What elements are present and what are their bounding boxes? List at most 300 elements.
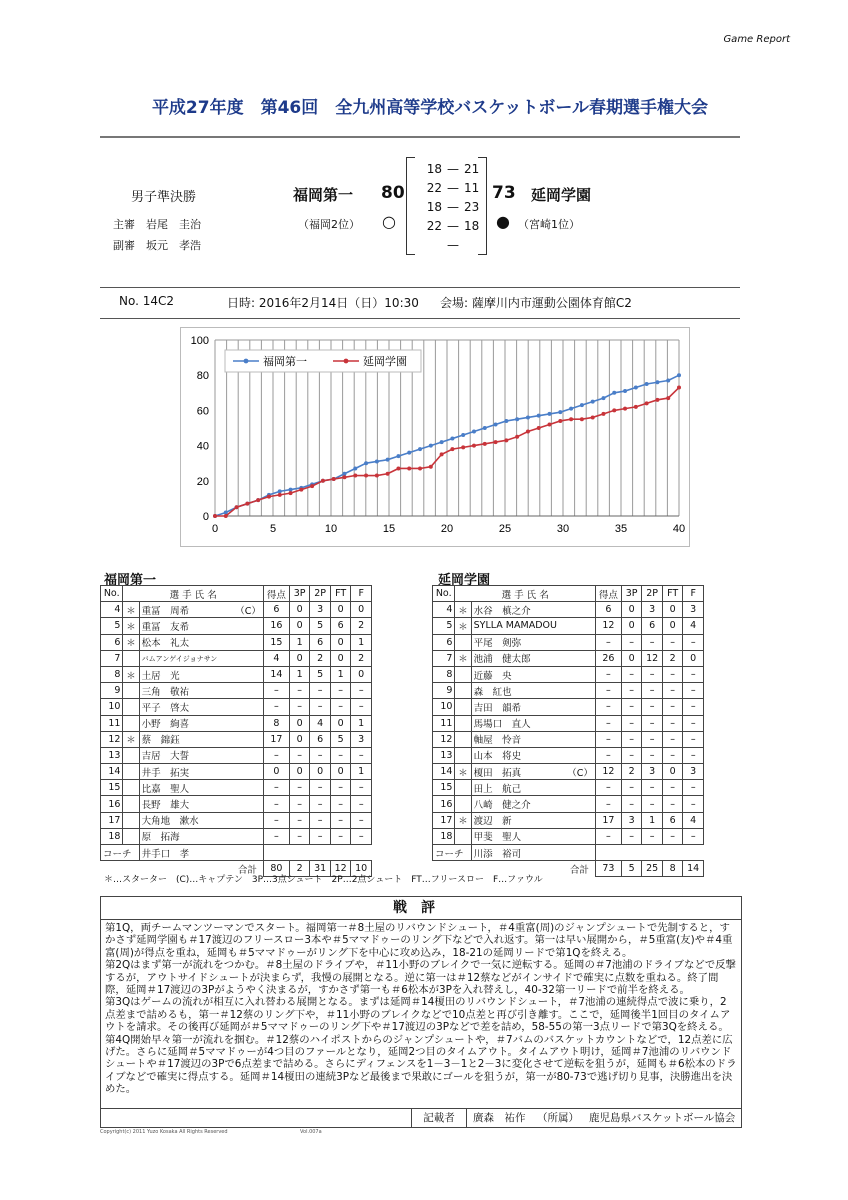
player-ft: – [662, 715, 683, 731]
coach-label: コーチ [101, 845, 140, 861]
player-points: – [263, 828, 289, 844]
starter-mark [455, 666, 471, 682]
data-point [353, 474, 357, 478]
data-point [548, 422, 552, 426]
player-points: – [263, 812, 289, 828]
player-3p: 3 [621, 812, 642, 828]
review-text: 第1Q，両チームマンツーマンでスタート。福岡第一＃8土屋のリバウンドシュート，＃4重富(周)のジャンプシュートで先制すると，すかさず延岡学園も＃17渡辺のフリースロー3本や＃5ママドゥーのリング下などで入れ返す。第一は早い展開から，＃5重富(友)や＃4重富(周)が得点を重ね，延岡も＃5ママドゥーがリング下を中心に攻め込み，18-21の延岡リードで第1Qを終える。 第2Qはまず第一が流れをつかむ。＃8土屋のドライブや，＃11小野のブレイクで一気に逆転する。延岡の＃7池浦のドライブなどで反撃するが，アウトサイドシュートが決まらず，我慢の展開となる。逆に第一は＃12蔡などがインサイドで確実に点数を重ねる。終了間際，延岡＃17渡辺の3Pがようやく決まるが，すかさず第一も＃6松本が3Pを入れ替えし，40-32第一リードで前半を終える。 第3Qはゲームの流れが相互に入れ替わる展開となる。まずは延岡＃14榎田のリバウンドシュート，＃7池浦の連続得点で波に乗り，2点差まで詰めるも，第一＃12蔡のリング下や，＃11小野のブレイクなどで10点差と再び引き離す。ここで，延岡後半1回目のタイムアウトを請求。その後再び延岡が＃5ママドゥーのリング下や＃17渡辺の3Pなどで差を詰め，58-55の第一3点リードで第3Qを終える。 第4Q開始早々第一が流れを掴む。＃12蔡のハイポストからのジャンプシュートや，＃7バムのバスケットカウントなどで，12点差に広げた。さらに延岡＃5ママドゥーが4つ目のファールとなり，延岡2つ目のタイムアウト。タイムアウト明け，延岡＃7池浦のリバウンドシュートや＃17渡辺の3Pで6点差まで詰める。さらにディフェンスを1－3－1と2－3に変化させて逆転を狙うが，延岡も＃6松本のドライブなどで確実に得点する。延岡＃14榎田の連続3Pなど最後まで果敢にゴールを狙うが，第一が80-73で逃げ切り見事，決勝進出を決めた。 [105, 922, 737, 1096]
header-no: No. [101, 586, 123, 602]
data-point [278, 489, 282, 493]
player-3p: – [621, 683, 642, 699]
away-stats-team: 延岡学園 [438, 573, 491, 588]
player-name: 甲斐 聖人 [471, 828, 595, 844]
legend-label: 延岡学園 [363, 355, 407, 368]
player-points: – [263, 747, 289, 763]
player-ft: 5 [330, 731, 351, 747]
data-point [440, 440, 444, 444]
affiliation-name: 鹿児島県バスケットボール協会 [589, 1112, 736, 1124]
data-point [429, 444, 433, 448]
home-team-name: 福岡第一 [293, 186, 354, 204]
player-fouls: 1 [351, 764, 372, 780]
player-points: 26 [595, 650, 621, 666]
data-point [440, 452, 444, 456]
player-3p: 1 [289, 634, 310, 650]
player-3p: 0 [621, 650, 642, 666]
player-fouls: 0 [683, 650, 704, 666]
player-ft: – [662, 747, 683, 763]
player-row [101, 666, 372, 682]
player-row [433, 683, 704, 699]
player-ft: 0 [330, 602, 351, 618]
player-number: 17 [101, 812, 123, 828]
data-point [289, 491, 293, 495]
player-points: – [595, 747, 621, 763]
data-point [677, 373, 681, 377]
player-row [101, 634, 372, 650]
player-fouls: – [683, 683, 704, 699]
player-3p: – [289, 699, 310, 715]
player-ft: – [330, 812, 351, 828]
player-3p: – [621, 666, 642, 682]
player-row [101, 731, 372, 747]
total-fouls: 14 [683, 861, 704, 877]
starter-mark: ＊ [123, 731, 139, 747]
data-point [666, 396, 670, 400]
player-row [433, 780, 704, 796]
referee1-name: 岩尾 圭治 [146, 218, 201, 231]
player-number: 15 [433, 780, 455, 796]
header-pts: 得点 [595, 586, 621, 602]
player-2p: – [642, 715, 663, 731]
captain-mark: （C） [567, 767, 593, 779]
player-number: 11 [433, 715, 455, 731]
player-row [101, 796, 372, 812]
data-point [256, 498, 260, 502]
player-points: – [595, 715, 621, 731]
data-point [634, 386, 638, 390]
x-tick-label: 15 [382, 523, 396, 535]
player-row [433, 650, 704, 666]
player-fouls: – [351, 747, 372, 763]
player-2p: 6 [310, 731, 331, 747]
player-number: 18 [433, 828, 455, 844]
round-label: 男子準決勝 [131, 190, 197, 205]
player-number: 17 [433, 812, 455, 828]
player-points: 14 [263, 666, 289, 682]
data-point [612, 408, 616, 412]
game-review [100, 896, 742, 1128]
player-fouls: 0 [351, 602, 372, 618]
quarter-row: 22 — 11 [426, 181, 480, 195]
data-point [472, 444, 476, 448]
player-fouls: 1 [351, 715, 372, 731]
player-2p: – [310, 780, 331, 796]
player-row [433, 602, 704, 618]
player-3p: 0 [289, 618, 310, 634]
player-ft: 2 [662, 650, 683, 666]
player-ft: 1 [330, 666, 351, 682]
player-row [101, 715, 372, 731]
x-tick-label: 10 [324, 523, 338, 535]
player-3p: – [289, 747, 310, 763]
away-score: 73 [492, 183, 516, 203]
data-point [591, 400, 595, 404]
player-fouls: – [683, 780, 704, 796]
player-number: 10 [101, 699, 123, 715]
captain-mark: （C） [235, 605, 261, 617]
player-ft: – [662, 780, 683, 796]
player-name: 水谷 槙之介 [471, 602, 595, 618]
x-tick-label: 20 [440, 523, 454, 535]
player-3p: 0 [289, 764, 310, 780]
header-3p: 3P [289, 586, 310, 602]
header-f: F [351, 586, 372, 602]
player-ft: 0 [330, 715, 351, 731]
coach-row [101, 845, 372, 861]
report-label: Game Report [723, 34, 790, 45]
starter-mark [123, 715, 139, 731]
starter-mark: ＊ [123, 602, 139, 618]
player-number: 8 [433, 666, 455, 682]
data-point [634, 405, 638, 409]
player-row [101, 747, 372, 763]
player-number: 9 [433, 683, 455, 699]
player-ft: – [662, 828, 683, 844]
game-datetime: 日時: 2016年2月14日（日）10:30 [227, 296, 419, 310]
player-name: 長野 雄大 [139, 796, 263, 812]
starter-mark: ＊ [123, 618, 139, 634]
data-point [407, 451, 411, 455]
player-row [101, 683, 372, 699]
total-label: 合計 [237, 865, 257, 877]
starter-mark [123, 747, 139, 763]
player-3p: 1 [289, 666, 310, 682]
divider [100, 318, 740, 319]
data-point [623, 407, 627, 411]
player-name: 土居 光 [139, 666, 263, 682]
player-points: – [595, 634, 621, 650]
data-point [580, 417, 584, 421]
data-point [332, 477, 336, 481]
data-point [461, 433, 465, 437]
legend-marker [344, 359, 349, 364]
player-2p: 5 [310, 618, 331, 634]
player-2p: – [642, 699, 663, 715]
data-point [267, 495, 271, 499]
player-fouls: 1 [351, 634, 372, 650]
player-points: 17 [595, 812, 621, 828]
data-point [494, 422, 498, 426]
player-fouls: – [683, 634, 704, 650]
data-point [396, 454, 400, 458]
starter-mark [123, 764, 139, 780]
starter-mark: ＊ [123, 666, 139, 682]
player-number: 13 [433, 747, 455, 763]
data-point [321, 479, 325, 483]
home-score: 80 [381, 183, 405, 203]
player-number: 16 [433, 796, 455, 812]
data-point [504, 438, 508, 442]
data-point [386, 458, 390, 462]
starter-mark: ＊ [455, 618, 471, 634]
data-point [364, 461, 368, 465]
player-2p: 4 [310, 715, 331, 731]
player-fouls: – [351, 812, 372, 828]
player-row [433, 618, 704, 634]
player-points: – [595, 666, 621, 682]
home-seed: （福岡2位） [298, 218, 360, 231]
player-3p: – [621, 780, 642, 796]
player-points: 8 [263, 715, 289, 731]
data-point [386, 472, 390, 476]
player-number: 7 [101, 650, 123, 666]
player-2p: – [310, 812, 331, 828]
player-name: 山本 将史 [471, 747, 595, 763]
player-2p: – [642, 731, 663, 747]
starter-mark: ＊ [455, 764, 471, 780]
data-point [278, 493, 282, 497]
player-2p: – [310, 828, 331, 844]
header-ft: FT [330, 586, 351, 602]
player-ft: 0 [330, 634, 351, 650]
player-3p: – [621, 715, 642, 731]
player-name: 軸屋 怜音 [471, 731, 595, 747]
data-point [612, 391, 616, 395]
total-3p: 2 [289, 861, 310, 877]
starter-mark: ＊ [455, 650, 471, 666]
coach-row [433, 845, 704, 861]
total-2p: 31 [310, 861, 331, 877]
data-point [245, 502, 249, 506]
header-ft: FT [662, 586, 683, 602]
total-ft: 8 [662, 861, 683, 877]
player-fouls: – [683, 796, 704, 812]
header-2p: 2P [642, 586, 663, 602]
header-f: F [683, 586, 704, 602]
data-point [666, 378, 670, 382]
data-point [450, 447, 454, 451]
player-fouls: 4 [683, 812, 704, 828]
player-points: 16 [263, 618, 289, 634]
total-ft: 12 [330, 861, 351, 877]
player-fouls: – [683, 699, 704, 715]
score-progress-chart [180, 327, 690, 547]
player-3p: – [621, 634, 642, 650]
starter-mark [455, 747, 471, 763]
tournament-title: 平成27年度 第46回 全九州高等学校バスケットボール春期選手権大会 [151, 98, 709, 118]
y-tick-label: 20 [196, 475, 209, 488]
player-name: 小野 絢喜 [139, 715, 263, 731]
data-point [537, 426, 541, 430]
player-ft: 0 [662, 602, 683, 618]
player-3p: – [621, 699, 642, 715]
player-2p: 3 [310, 602, 331, 618]
player-ft: 0 [662, 764, 683, 780]
player-ft: – [330, 796, 351, 812]
player-2p: 0 [310, 764, 331, 780]
player-2p: 2 [310, 650, 331, 666]
data-point [289, 488, 293, 492]
copyright: Copyright(c) 2011 Yuzo Kosaka All Rights Reserved [100, 1129, 228, 1135]
starter-mark [123, 650, 139, 666]
player-2p: 6 [642, 618, 663, 634]
data-point [494, 440, 498, 444]
player-row [433, 715, 704, 731]
player-3p: – [289, 812, 310, 828]
player-3p: – [621, 747, 642, 763]
player-ft: – [330, 780, 351, 796]
player-points: 0 [263, 764, 289, 780]
player-3p: – [621, 731, 642, 747]
player-name: 八崎 健之介 [471, 796, 595, 812]
player-2p: – [642, 780, 663, 796]
player-3p: 0 [289, 650, 310, 666]
data-point [418, 466, 422, 470]
player-3p: – [289, 796, 310, 812]
player-fouls: – [683, 715, 704, 731]
player-points: – [595, 796, 621, 812]
data-point [310, 484, 314, 488]
referee1-label: 主審 [113, 218, 135, 231]
player-number: 6 [101, 634, 123, 650]
player-ft: – [662, 796, 683, 812]
legend-note: ＊…スターター (C)…キャプテン 3P…3点シュート 2P…2点シュート FT…フリースロー F…ファウル [104, 875, 543, 885]
header-name: 選 手 氏 名 [455, 586, 595, 602]
player-ft: 6 [330, 618, 351, 634]
player-name: SYLLA MAMADOU [471, 618, 595, 634]
data-point [558, 410, 562, 414]
data-point [364, 474, 368, 478]
player-3p: – [289, 780, 310, 796]
player-fouls: – [683, 731, 704, 747]
y-tick-label: 40 [196, 440, 209, 453]
x-tick-label: 40 [672, 523, 686, 535]
starter-mark [455, 731, 471, 747]
player-name: 近藤 央 [471, 666, 595, 682]
player-points: – [263, 699, 289, 715]
data-point [224, 514, 228, 518]
player-number: 5 [433, 618, 455, 634]
player-number: 18 [101, 828, 123, 844]
data-point [450, 437, 454, 441]
player-row [101, 602, 372, 618]
player-2p: – [642, 666, 663, 682]
player-name: 平子 啓太 [139, 699, 263, 715]
player-row [433, 796, 704, 812]
player-number: 13 [101, 747, 123, 763]
player-ft: 0 [330, 764, 351, 780]
y-tick-label: 100 [190, 335, 209, 347]
player-fouls: 3 [683, 602, 704, 618]
coach-name: 川添 裕司 [471, 845, 595, 861]
player-name: バムアンゲイジョナサン [139, 650, 263, 666]
review-title: 戦評 [101, 897, 741, 920]
stats-header-row [433, 586, 704, 602]
player-name: 森 紅也 [471, 683, 595, 699]
data-point [655, 380, 659, 384]
player-row [433, 828, 704, 844]
quarter-row: 18 — 21 [426, 162, 480, 176]
starter-mark [123, 812, 139, 828]
data-point [407, 466, 411, 470]
data-point [342, 475, 346, 479]
player-points: – [263, 683, 289, 699]
player-number: 6 [433, 634, 455, 650]
referee2-label: 副審 [113, 239, 135, 252]
data-point [472, 430, 476, 434]
player-ft: – [662, 634, 683, 650]
data-point [429, 465, 433, 469]
header-no: No. [433, 586, 455, 602]
player-points: – [263, 780, 289, 796]
data-point [526, 430, 530, 434]
player-3p: 0 [289, 602, 310, 618]
player-row [433, 666, 704, 682]
x-tick-label: 5 [269, 523, 277, 535]
player-points: – [263, 796, 289, 812]
away-seed: （宮崎1位） [518, 218, 580, 231]
data-point [645, 382, 649, 386]
starter-mark [455, 683, 471, 699]
player-3p: – [621, 828, 642, 844]
player-row [101, 812, 372, 828]
coach-label: コーチ [433, 845, 472, 861]
player-fouls: 2 [351, 650, 372, 666]
player-row [433, 699, 704, 715]
player-number: 5 [101, 618, 123, 634]
player-number: 9 [101, 683, 123, 699]
player-points: – [595, 731, 621, 747]
player-2p: 1 [642, 812, 663, 828]
player-name: 原 拓海 [139, 828, 263, 844]
player-row [101, 764, 372, 780]
player-2p: – [310, 683, 331, 699]
player-row [433, 731, 704, 747]
player-name: 吉居 大誓 [139, 747, 263, 763]
starter-mark [123, 796, 139, 812]
total-points: 73 [595, 861, 621, 877]
player-name: 重冨 友希 [139, 618, 263, 634]
player-name: 蔡 錦鈺 [139, 731, 263, 747]
player-points: 6 [263, 602, 289, 618]
starter-mark [455, 828, 471, 844]
starter-mark: ＊ [455, 812, 471, 828]
player-points: – [595, 828, 621, 844]
data-point [483, 442, 487, 446]
player-number: 10 [433, 699, 455, 715]
total-3p: 5 [621, 861, 642, 877]
player-fouls: 3 [683, 764, 704, 780]
player-ft: – [330, 747, 351, 763]
player-fouls: 4 [683, 618, 704, 634]
player-row [433, 634, 704, 650]
data-point [483, 426, 487, 430]
starter-mark [455, 780, 471, 796]
player-2p: 3 [642, 764, 663, 780]
player-2p: 12 [642, 650, 663, 666]
player-name: 渡辺 新 [471, 812, 595, 828]
starter-mark [123, 683, 139, 699]
player-2p: – [310, 699, 331, 715]
divider [100, 136, 740, 138]
player-ft: 0 [662, 618, 683, 634]
data-point [623, 389, 627, 393]
starter-mark [455, 699, 471, 715]
chart-svg [181, 328, 689, 546]
player-points: 12 [595, 618, 621, 634]
player-row [101, 650, 372, 666]
away-loss-mark: ● [496, 212, 510, 231]
